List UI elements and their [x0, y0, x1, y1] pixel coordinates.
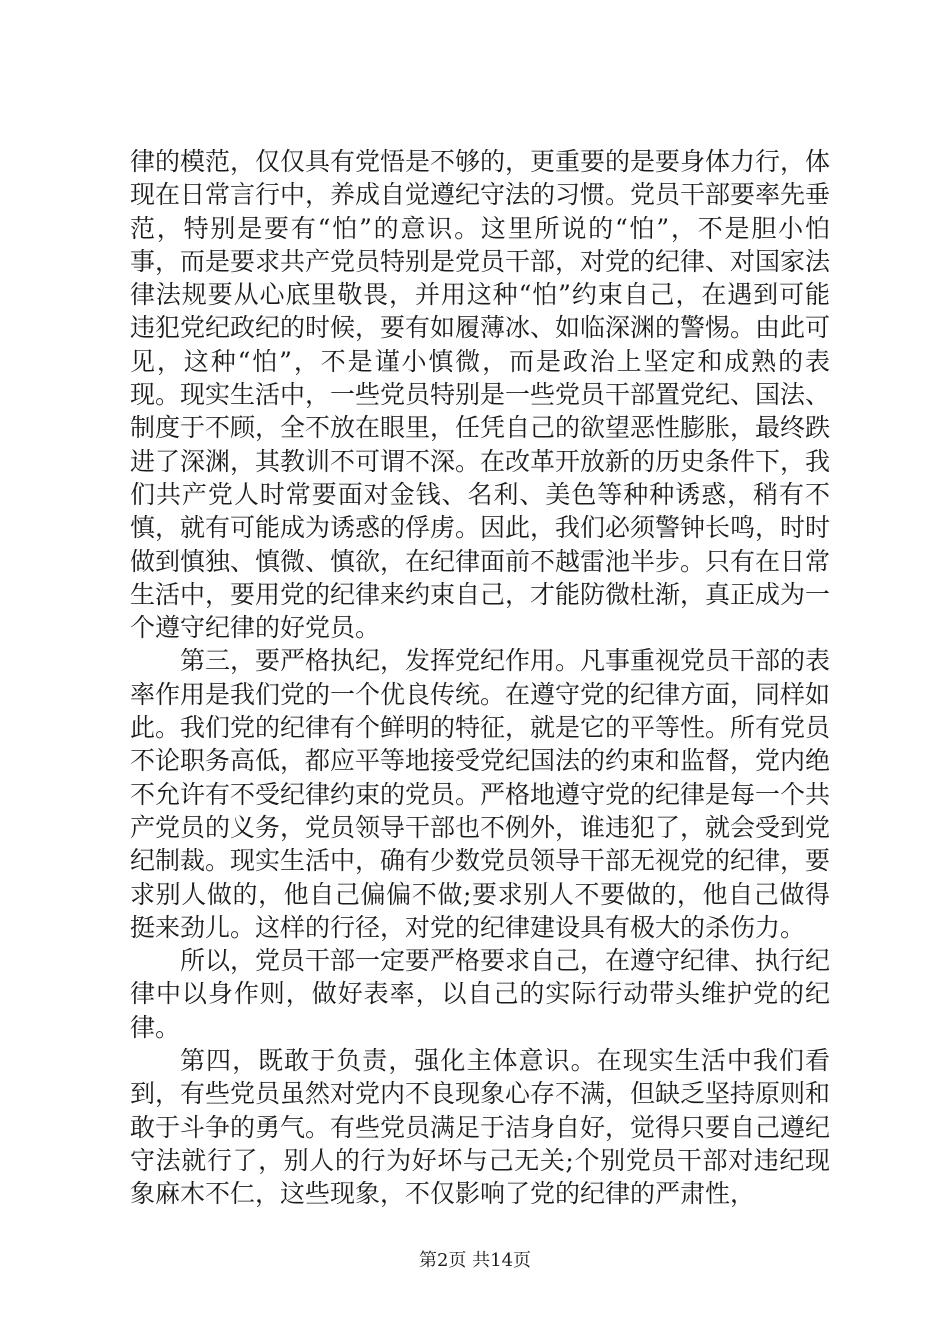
body-text	[130, 145, 830, 1211]
paragraph-continuation: 律的模范，仅仅具有党悟是不够的，更重要的是要身体力行，体现在日常言行中，养成自觉遵纪守法的习惯。党员干部要率先垂范，特别是要有“怕”的意识。这里所说的“怕”，不是胆小怕事，而是要求共产党员特别是党员干部，对党的纪律、对国家法律法规要从心底里敬畏，并用这种“怕”约束自己，在遇到可能违犯党纪政纪的时候，要有如履薄冰、如临深渊的警惕。由此可见，这种“怕”，不是谨小慎微，而是政治上坚定和成熟的表现。现实生活中，一些党员特别是一些党员干部置党纪、国法、制度于不顾，全不放在眼里，任凭自己的欲望恶性膨胀，最终跌进了深渊，其教训不可谓不深。在改革开放新的历史条件下，我们共产党人时常要面对金钱、名利、美色等种种诱惑，稍有不慎，就有可能成为诱惑的俘虏。因此，我们必须警钟长鸣，时时做到慎独、慎微、慎欲，在纪律面前不越雷池半步。只有在日常生活中，要用党的纪律来约束自己，才能防微杜渐，真正成为一个遵守纪律的好党员。	[130, 147, 831, 643]
paragraph-fourth-point: 第四，既敢于负责，强化主体意识。在现实生活中我们看到，有些党员虽然对党内不良现象心存不满，但缺乏坚持原则和敢于斗争的勇气。有些党员满足于洁身自好，觉得只要自己遵纪守法就行了，别人的行为好坏与己无关;个别党员干部对违纪现象麻木不仁，这些现象，不仅影响了党的纪律的严肃性，	[130, 1046, 831, 1209]
paragraph-third-point: 第三，要严格执纪，发挥党纪作用。凡事重视党员干部的表率作用是我们党的一个优良传统。在遵守党的纪律方面，同样如此。我们党的纪律有个鲜明的特征，就是它的平等性。所有党员不论职务高低，都应平等地接受党纪国法的约束和监督，党内绝不允许有不受纪律约束的党员。严格地遵守党的纪律是每一个共产党员的义务，党员领导干部也不例外，谁违犯了，就会受到党纪制裁。现实生活中，确有少数党员领导干部无视党的纪律，要求别人做的，他自己偏偏不做;要求别人不要做的，他自己做得挺来劲儿。这样的行径，对党的纪律建设具有极大的杀伤力。	[130, 646, 831, 942]
page-number: 第2页 共14页	[418, 1250, 532, 1271]
paragraph-conclusion: 所以，党员干部一定要严格要求自己，在遵守纪律、执行纪律中以身作则，做好表率，以自己的实际行动带头维护党的纪律。	[130, 946, 831, 1042]
